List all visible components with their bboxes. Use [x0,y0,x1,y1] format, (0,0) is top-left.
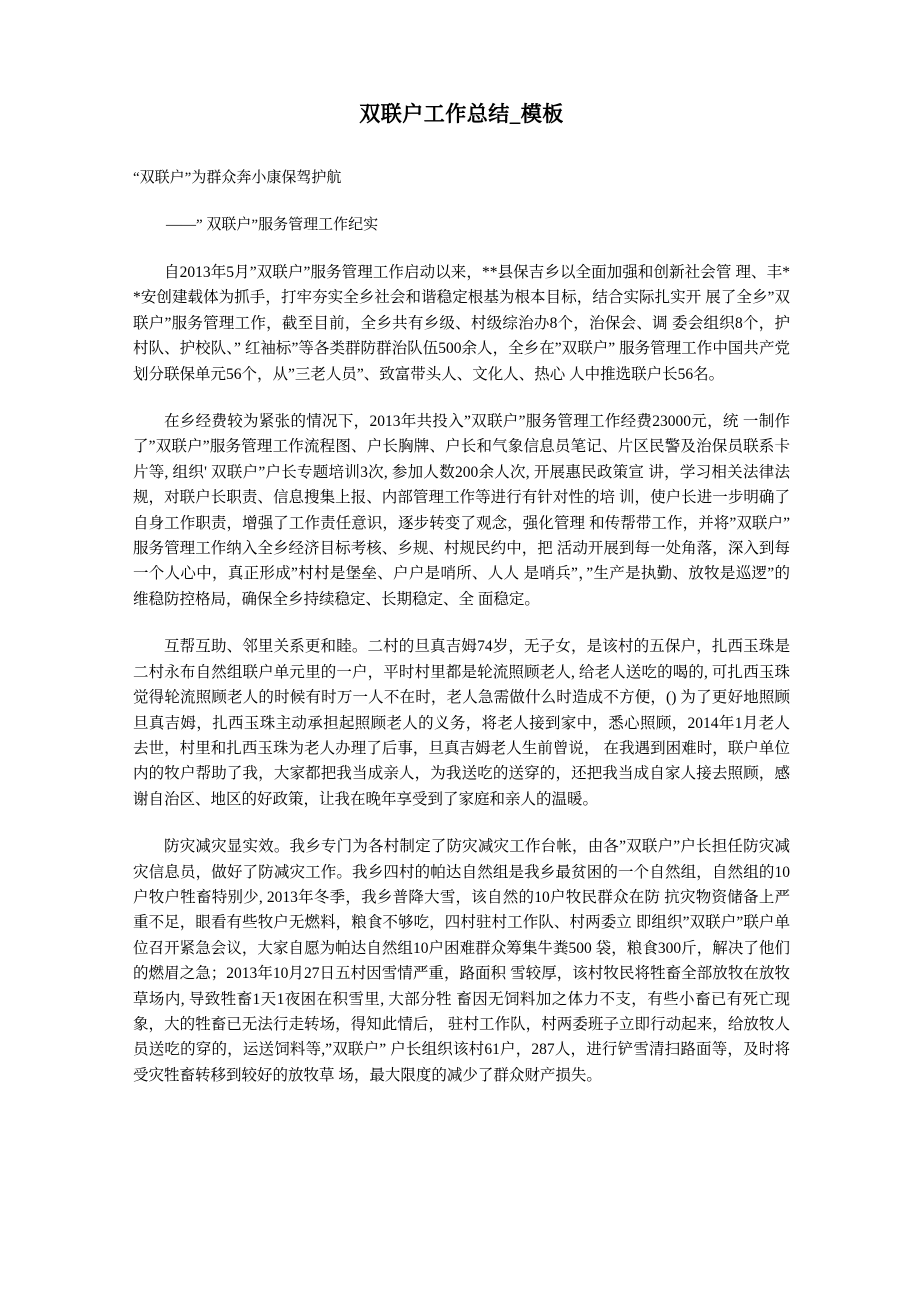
subtitle-block [133,166,790,238]
paragraph-2: 在乡经费较为紧张的情况下，2013年共投入”双联户”服务管理工作经费23000元，统 一制作了”双联户”服务管理工作流程图、户长胸牌、户长和气象信息员笔记、片区民警及治保员联系卡片等, 组织' 双联户”户长专题培训3次, 参加人数200余人次, 开展惠民政策宣 讲，学习相关法律法规，对联户长职责、信息搜集上报、内部管理工作等进行有针对性的培 训，使户长进一步明确了自身工作职责，增强了工作责任意识，逐步转变了观念，强化管理 和传帮带工作，并将”双联户”服务管理工作纳入全乡经济目标考核、乡规、村规民约中，把 活动开展到每一处角落，深入到每一个人心中，真正形成”村村是堡垒、户户是哨所、人人 是哨兵”，”生产是执勤、放牧是巡逻”的维稳防控格局，确保全乡持续稳定、长期稳定、全 面稳定。 [133,413,790,608]
document-content [133,0,790,1088]
paragraph-3: 互帮互助、邻里关系更和睦。二村的旦真吉姆74岁，无子女，是该村的五保户，扎西玉珠是二村永布自然组联户单元里的一户，平时村里都是轮流照顾老人, 给老人送吃的喝的, 可扎西玉珠觉得轮流照顾老人的时候有时万一人不在时，老人急需做什么时造成不方便，() 为了更好地照顾旦真吉姆，扎西玉珠主动承担起照顾老人的义务，将老人接到家中，悉心照顾，2014年1月老人去世，村里和扎西玉珠为老人办理了后事，旦真吉姆老人生前曾说， 在我遇到困难时，联户单位内的牧户帮助了我，大家都把我当成亲人，为我送吃的送穿的，还把我当成自家人接去照顾，感谢自治区、地区的好政策，让我在晚年享受到了家庭和亲人的温暖。 [133,638,790,808]
page-title: 双联户工作总结_模板 [359,102,564,126]
paragraph-1: 自2013年5月”双联户”服务管理工作启动以来，**县保吉乡以全面加强和创新社会管 理、丰**安创建载体为抓手，打牢夯实全乡社会和谐稳定根基为根本目标，结合实际扎实开 展了全乡”双联户”服务管理工作，截至目前，全乡共有乡级、村级综治办8个，治保会、调 委会组织8个，护村队、护校队、” 红袖标”等各类群防群治队伍500余人，全乡在”双联户” 服务管理工作中国共产党划分联保单元56个，从”三老人员”、致富带头人、文化人、热心 人中推选联户长56名。 [133,264,790,383]
paragraph-4: 防灾减灾显实效。我乡专门为各村制定了防灾减灾工作台帐，由各”双联户”户长担任防灾减灾信息员，做好了防减灾工作。我乡四村的帕达自然组是我乡最贫困的一个自然组，自然组的10户牧户牲畜特别少, 2013年冬季，我乡普降大雪，该自然的10户牧民群众在防 抗灾物资储备上严重不足，眼看有些牧户无燃料，粮食不够吃，四村驻村工作队、村两委立 即组织”双联户”联户单位召开紧急会议，大家自愿为帕达自然组10户困难群众筹集牛粪500 袋，粮食300斤，解决了他们的燃眉之急；2013年10月27日五村因雪情严重，路面积 雪较厚，该村牧民将牲畜全部放牧在放牧草场内, 导致牲畜1天1夜困在积雪里, 大部分牲 畜因无饲料加之体力不支，有些小畜已有死亡现象，大的牲畜已无法行走转场，得知此情后， 驻村工作队，村两委班子立即行动起来，给放牧人员送吃的穿的，运送饲料等,”双联户” 户长组织该村61户，287人，进行铲雪清扫路面等，及时将受灾牲畜转移到较好的放牧草 场，最大限度的减少了群众财产损失。 [133,838,790,1084]
body-text [133,260,790,1088]
subheading-secondary: ——” 双联户”服务管理工作纪实 [166,217,379,233]
subheading-primary: “双联户”为群众奔小康保驾护航 [133,170,342,186]
